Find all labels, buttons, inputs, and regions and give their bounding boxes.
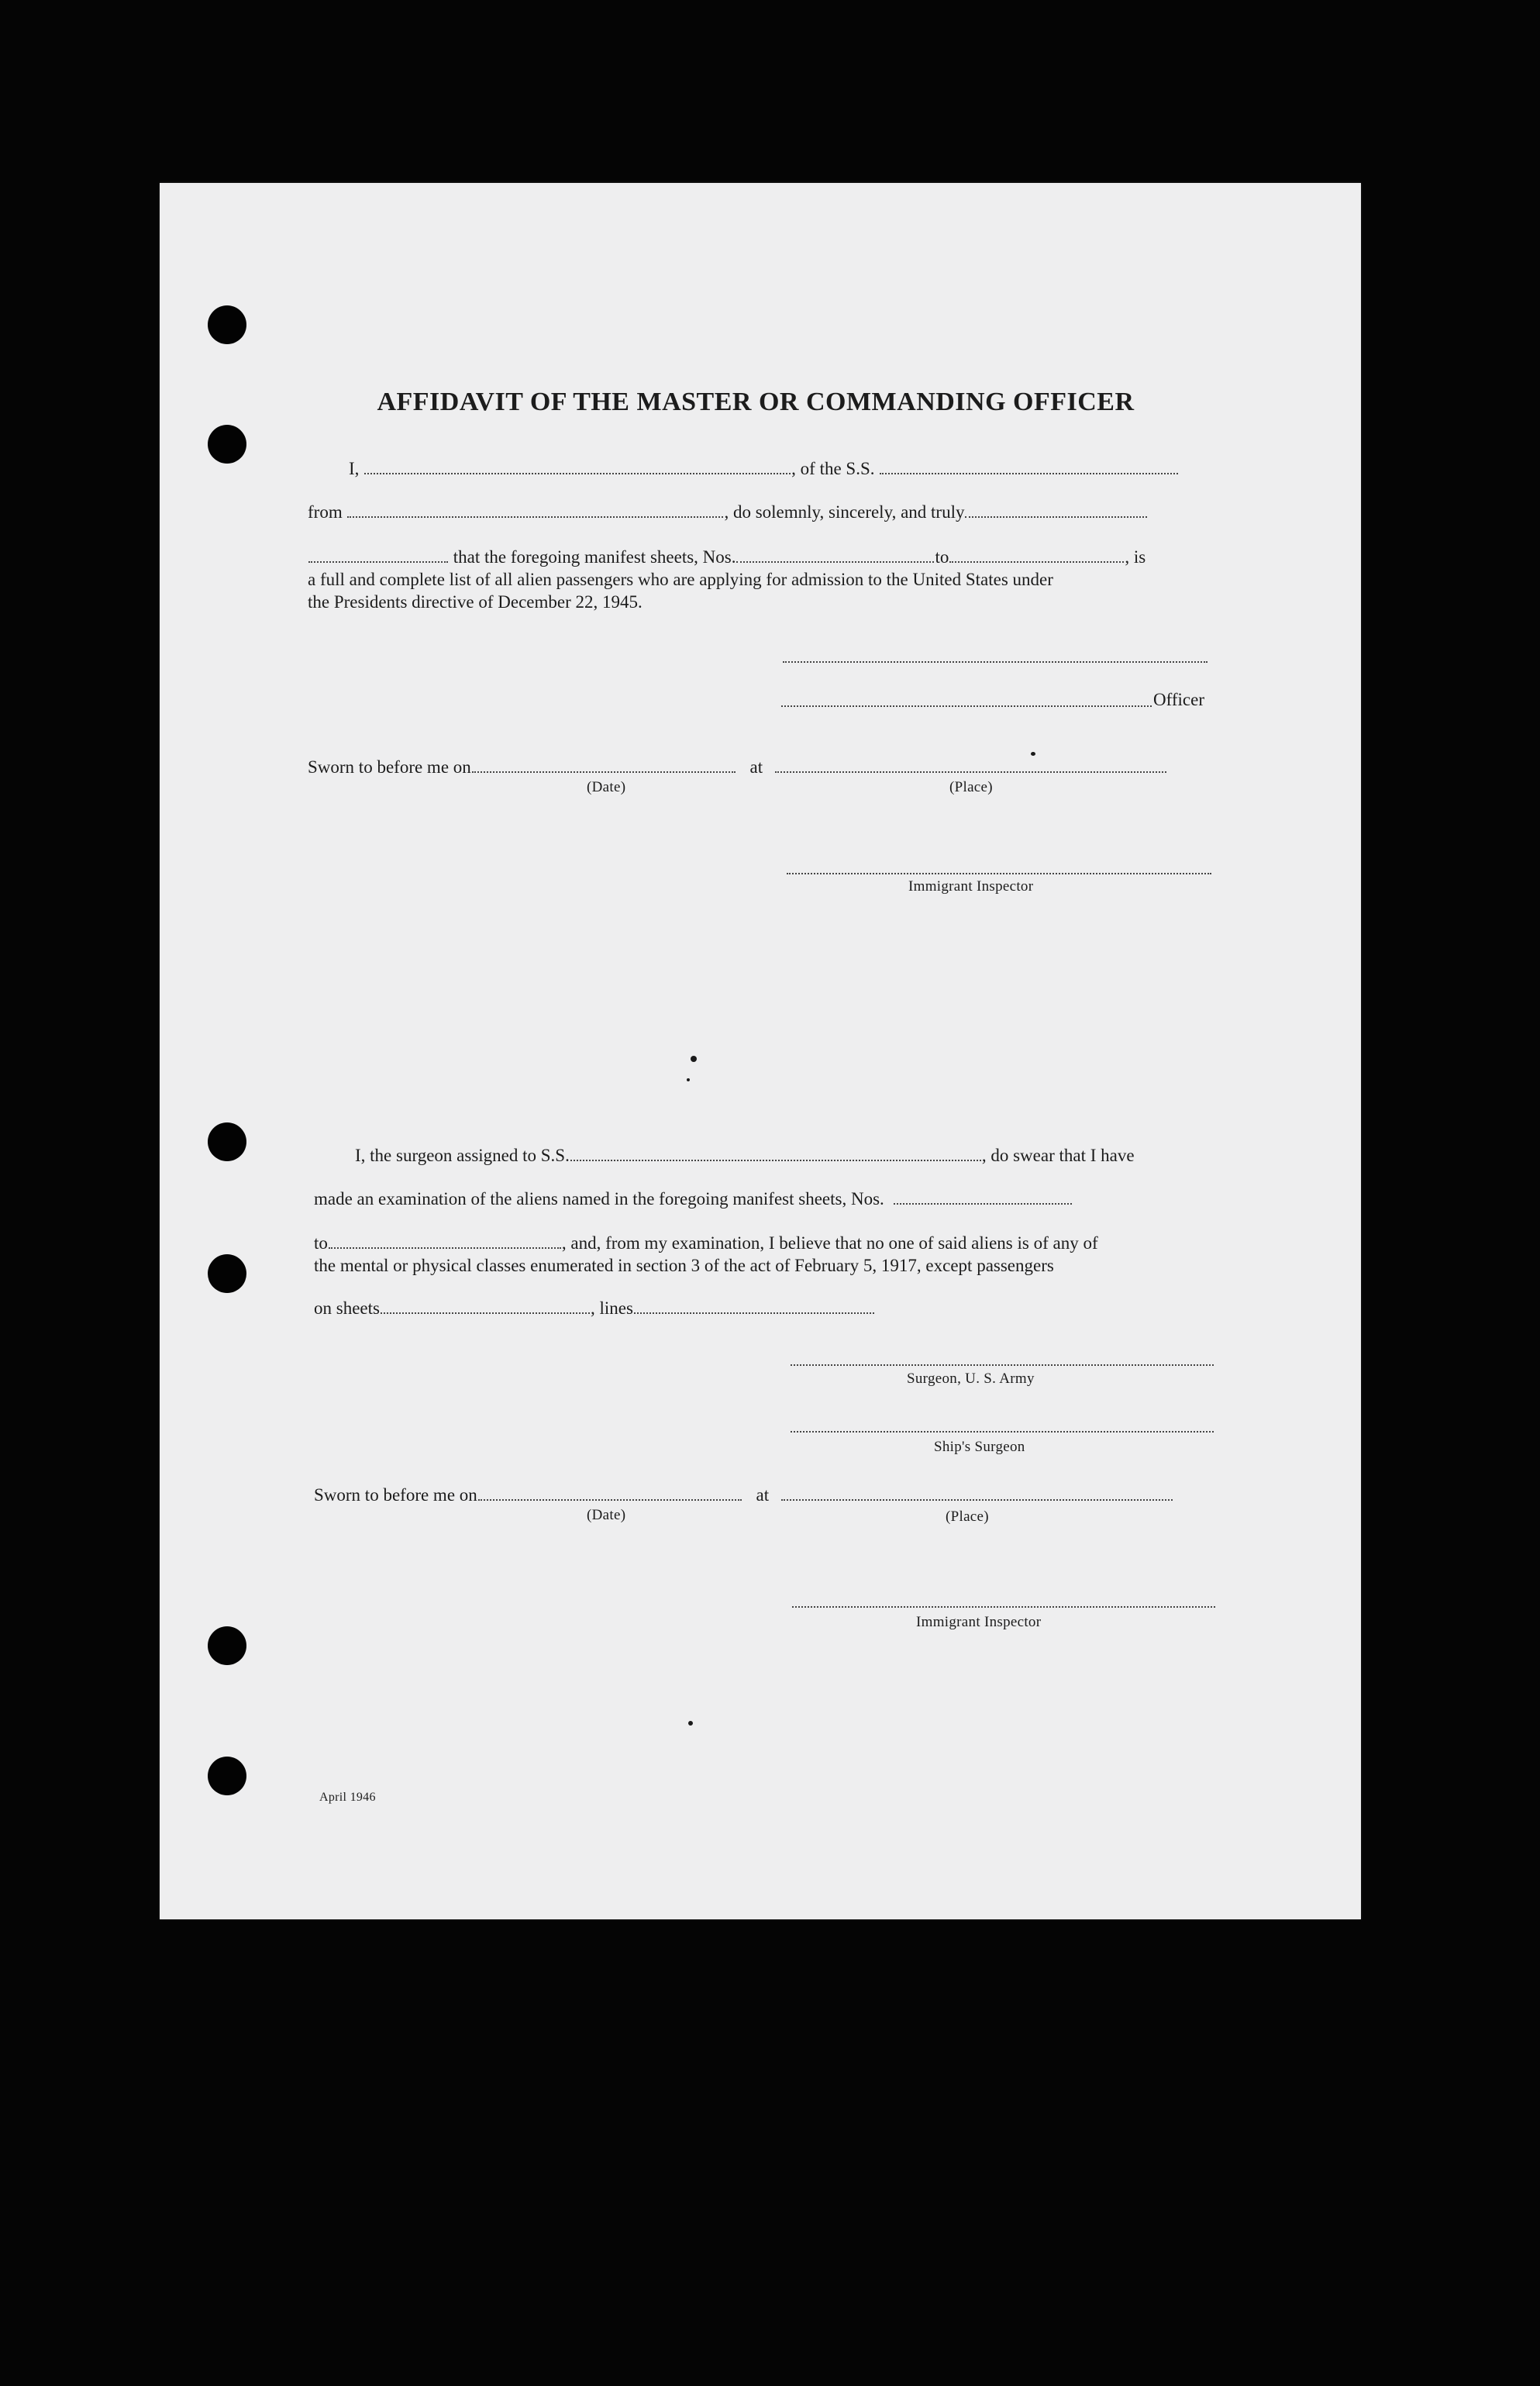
punch-hole — [208, 1757, 246, 1795]
surgeon-sworn-line — [314, 1484, 1173, 1507]
oath-field[interactable] — [965, 516, 1147, 518]
surgeon-line-1 — [355, 1144, 1135, 1167]
paper-speck — [687, 1078, 690, 1081]
surgeon-date-caption: (Date) — [587, 1507, 626, 1523]
examination-label: made an examination of the aliens named in the foregoing manifest sheets, Nos. — [314, 1189, 884, 1209]
sworn-label: Sworn to before me on — [308, 757, 471, 777]
sworn-date-field[interactable] — [472, 771, 736, 773]
on-sheets-label: on sheets — [314, 1298, 380, 1318]
surgeon-line-5 — [314, 1297, 875, 1320]
sworn-place-field[interactable] — [775, 771, 1166, 773]
at-label: at — [749, 757, 763, 777]
except-lines-field[interactable] — [634, 1312, 874, 1314]
surgeon-at-label: at — [756, 1485, 770, 1505]
master-line-1 — [349, 457, 1179, 481]
except-sheets-field[interactable] — [381, 1312, 590, 1314]
date-caption: (Date) — [587, 779, 626, 795]
punch-hole — [208, 1254, 246, 1293]
affidavit-form-page — [160, 183, 1361, 1919]
surgeon-inspector-caption: Immigrant Inspector — [916, 1614, 1042, 1630]
surgeon-sworn-place-field[interactable] — [781, 1499, 1173, 1501]
from-port-field[interactable] — [347, 516, 723, 518]
punch-hole — [208, 1626, 246, 1665]
surgeon-inspector-signature-line[interactable] — [792, 1606, 1215, 1608]
directive-text: the Presidents directive of December 22, 1945. — [308, 592, 643, 612]
master-sworn-line — [308, 756, 1167, 779]
exam-sheet-end-field[interactable] — [329, 1247, 561, 1249]
ship-name-field[interactable] — [880, 473, 1178, 474]
form-title: AFFIDAVIT OF THE MASTER OR COMMANDING OFFICER — [377, 388, 1135, 416]
surgeon-place-caption: (Place) — [946, 1508, 989, 1525]
surgeon-to-label: to — [314, 1233, 328, 1253]
mental-classes-text: the mental or physical classes enumerated in section 3 of the act of February 5, 1917, except passengers — [314, 1256, 1054, 1275]
paper-speck — [691, 1056, 697, 1062]
army-surgeon-caption: Surgeon, U. S. Army — [907, 1371, 1035, 1387]
sheet-end-field[interactable] — [949, 561, 1124, 563]
army-surgeon-signature-line[interactable] — [791, 1364, 1214, 1366]
surgeon-line-3 — [314, 1232, 1098, 1255]
swear-label: , do swear that I have — [981, 1146, 1135, 1165]
oath-verb-field[interactable] — [308, 561, 448, 563]
do-solemnly-label: , do solemnly, sincerely, and truly — [724, 502, 965, 522]
surgeon-assigned-label: I, the surgeon assigned to S.S. — [355, 1146, 570, 1165]
from-label: from — [308, 502, 343, 522]
to-label: to — [935, 547, 949, 567]
and-from-label: , and, from my examination, I believe that no one of said aliens is of any of — [561, 1233, 1098, 1253]
surgeon-sworn-date-field[interactable] — [478, 1499, 742, 1501]
form-date-footer: April 1946 — [319, 1791, 376, 1804]
ships-surgeon-caption: Ship's Surgeon — [934, 1439, 1025, 1455]
lines-label: , lines — [590, 1298, 633, 1318]
inspector-caption: Immigrant Inspector — [908, 878, 1034, 895]
master-name-field[interactable] — [364, 473, 791, 474]
surgeon-sworn-label: Sworn to before me on — [314, 1485, 477, 1505]
full-list-text: a full and complete list of all alien passengers who are applying for admission to the United States under — [308, 570, 1053, 589]
punch-hole — [208, 1122, 246, 1161]
officer-signature-line[interactable] — [781, 705, 1152, 707]
of-ss-label: , of the S.S. — [791, 459, 875, 478]
master-signature-line[interactable] — [783, 661, 1208, 663]
punch-hole — [208, 305, 246, 344]
master-line-3 — [308, 546, 1146, 569]
exam-sheet-start-field[interactable] — [894, 1203, 1072, 1205]
foregoing-label: that the foregoing manifest sheets, Nos. — [453, 547, 736, 567]
inspector-signature-line[interactable] — [787, 873, 1211, 874]
punch-hole — [208, 425, 246, 464]
paper-speck — [688, 1721, 693, 1726]
place-caption: (Place) — [949, 779, 993, 795]
surgeon-line-2 — [314, 1188, 1073, 1211]
ships-surgeon-signature-line[interactable] — [791, 1431, 1214, 1433]
master-line-2 — [308, 501, 1148, 524]
i-label: I, — [349, 459, 360, 478]
officer-label: Officer — [1153, 690, 1204, 709]
sheet-start-field[interactable] — [736, 561, 934, 563]
surgeon-ship-field[interactable] — [570, 1160, 981, 1161]
is-label: , is — [1125, 547, 1146, 567]
